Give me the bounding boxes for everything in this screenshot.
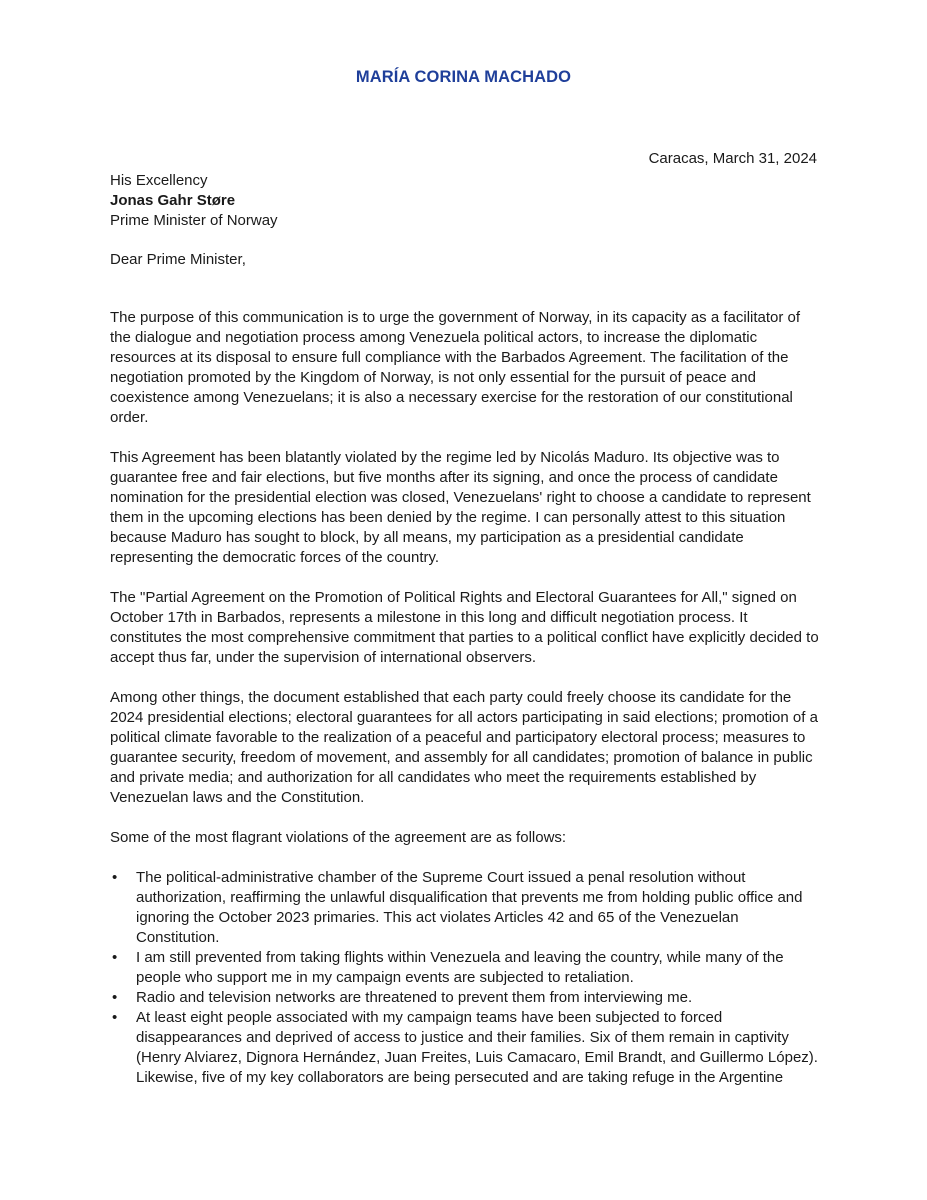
list-item: • Radio and television networks are threatened to prevent them from interviewing me.	[110, 988, 822, 1008]
paragraph: This Agreement has been blatantly violated by the regime led by Nicolás Maduro. Its objective was to guarantee free and fair elections, but five months after its signing, and once the process of candidate nomination for the presidential election was closed, Venezuelans' right to choose a candidate to represent them in the upcoming elections has been denied by the regime. I can personally attest to this situation because Maduro has sought to block, by all means, my participation as a presidential candidate representing the democratic forces of the country.	[110, 449, 811, 566]
paragraph: Some of the most flagrant violations of the agreement are as follows:	[110, 829, 567, 846]
list-item: • The political-administrative chamber of the Supreme Court issued a penal resolution without authorization, reaffirming the unlawful disqualification that prevents me from holding public office and ignoring the October 2023 primaries. This act violates Articles 42 and 65 of the Venezuelan Constitution.	[110, 868, 822, 948]
letter-date: Caracas, March 31, 2024	[648, 150, 817, 167]
list-item: • At least eight people associated with my campaign teams have been subjected to forced disappearances and deprived of access to justice and their families. Six of them remain in captivity (Henry Alviarez, Dignora Hernández, Juan Freites, Luis Camacaro, Emil Brandt, and Guillermo López). Likewise, five of my key collaborators are being persecuted and are taking refuge in the Argentine	[110, 1008, 822, 1088]
letter-body	[110, 308, 822, 1088]
paragraph: The purpose of this communication is to urge the government of Norway, in its capacity as a facilitator of the dialogue and negotiation process among Venezuela political actors, to increase the diplomatic resources at its disposal to ensure full compliance with the Barbados Agreement. The facilitation of the negotiation promoted by the Kingdom of Norway, is not only essential for the pursuit of peace and coexistence among Venezuelans; it is also a necessary exercise for the restoration of our constitutional order.	[110, 309, 801, 426]
list-item: • I am still prevented from taking flights within Venezuela and leaving the country, while many of the people who support me in my campaign events are subjected to retaliation.	[110, 948, 822, 988]
paragraph: The "Partial Agreement on the Promotion of Political Rights and Electoral Guarantees for All," signed on October 17th in Barbados, represents a milestone in this long and difficult negotiation process. It constitutes the most comprehensive commitment that parties to a political conflict have explicitly decided to accept thus far, under the supervision of international observers.	[110, 589, 819, 666]
violations-list	[110, 868, 822, 1088]
recipient-title: Prime Minister of Norway	[110, 212, 278, 229]
recipient-address	[110, 171, 822, 231]
recipient-name: Jonas Gahr Støre	[110, 192, 236, 209]
recipient-honorific: His Excellency	[110, 172, 208, 189]
paragraph: Among other things, the document established that each party could freely choose its candidate for the 2024 presidential elections; electoral guarantees for all actors participating in said elections; promotion of a political climate favorable to the realization of a peaceful and participatory electoral process; measures to guarantee security, freedom of movement, and assembly for all candidates; promotion of balance in public and private media; and authorization for all candidates who meet the requirements established by Venezuelan laws and the Constitution.	[110, 689, 818, 806]
salutation: Dear Prime Minister,	[110, 251, 246, 268]
letterhead-name: MARÍA CORINA MACHADO	[355, 68, 572, 86]
